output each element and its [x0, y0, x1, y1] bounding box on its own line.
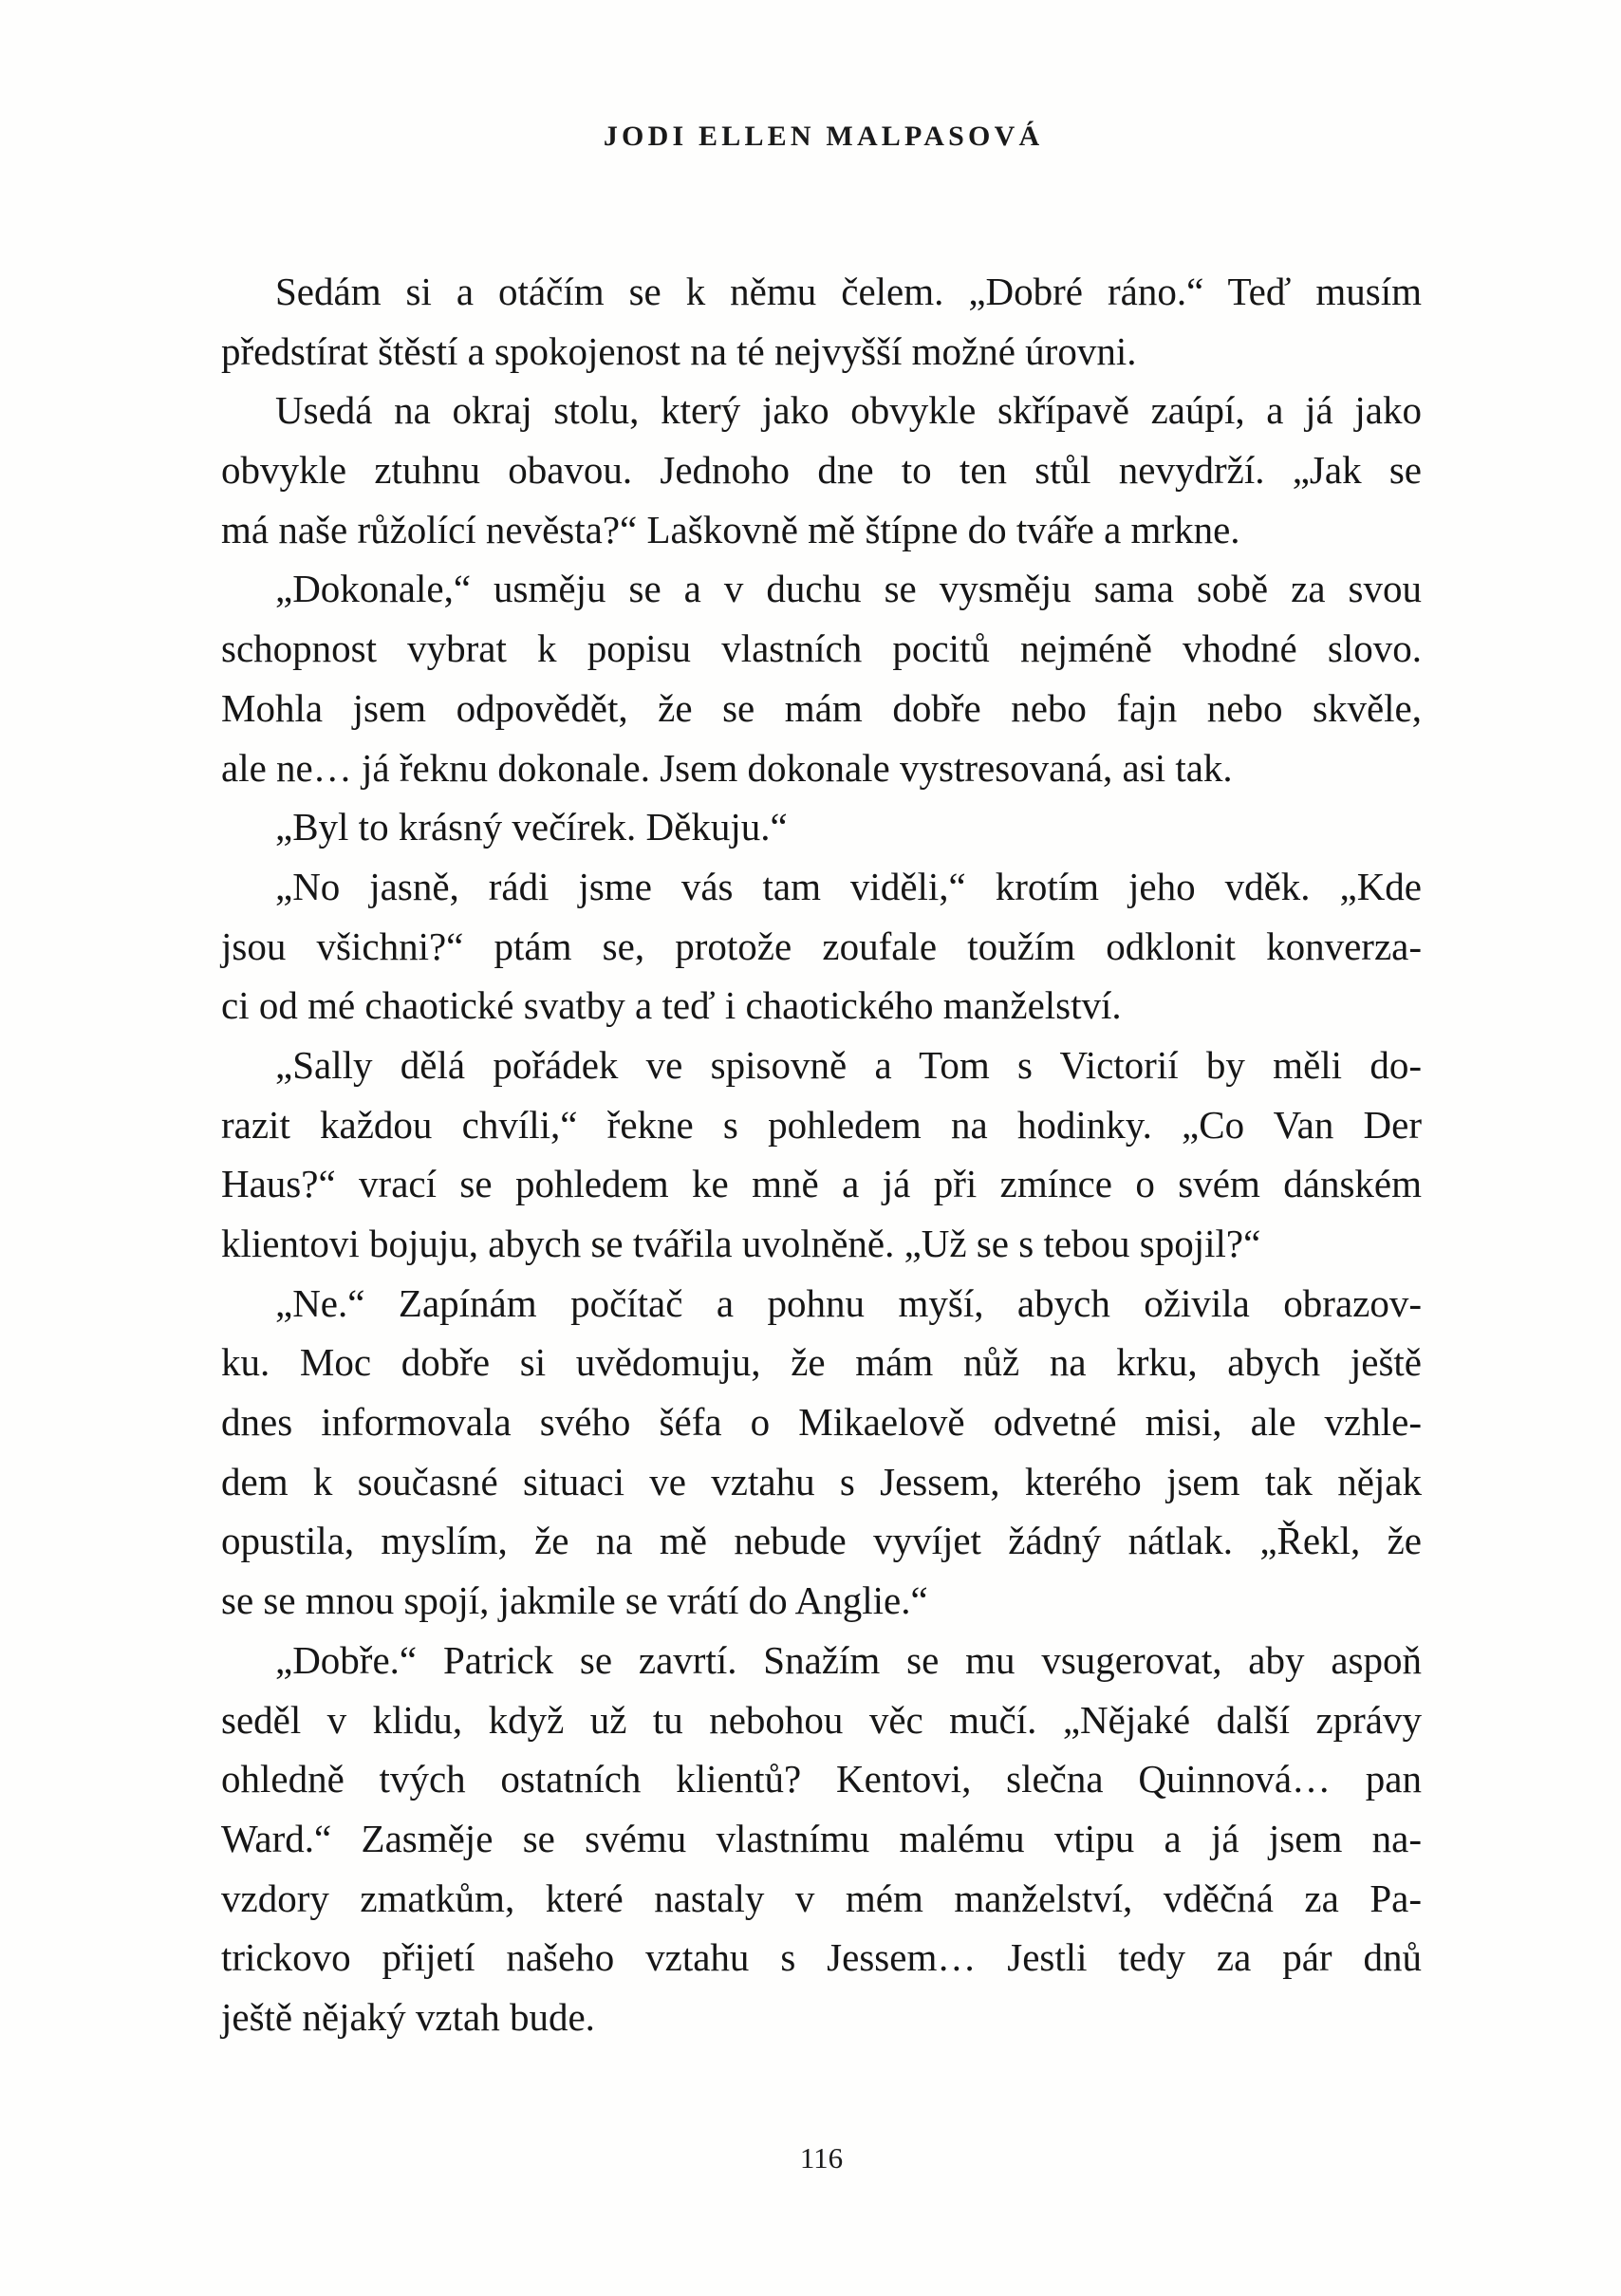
text-line: seděl v klidu, když už tu nebohou věc mučí. „Nějaké další zprávy — [221, 1697, 1422, 1742]
text-line: „No jasně, rádi jsme vás tam viděli,“ krotím jeho vděk. „Kde — [275, 864, 1422, 908]
text-line: opustila, myslím, že na mě nebude vyvíjet žádný nátlak. „Řekl, že — [221, 1519, 1422, 1563]
body-text — [221, 262, 1422, 2047]
text-line: klientovi bojuju, abych se tvářila uvolněně. „Už se s tebou spojil?“ — [221, 1222, 1261, 1265]
text-line: ohledně tvých ostatních klientů? Kentovi, slečna Quinnová… pan — [221, 1757, 1422, 1801]
text-line: „Ne.“ Zapínám počítač a pohnu myší, abych oživila obrazov- — [275, 1280, 1422, 1325]
text-line: „Dokonale,“ usměju se a v duchu se vysměju sama sobě za svou — [275, 567, 1422, 611]
text-line: Sedám si a otáčím se k němu čelem. „Dobré ráno.“ Teď musím — [275, 270, 1422, 313]
text-line: dnes informovala svého šéfa o Mikaelově odvetné misi, ale vzhle- — [221, 1400, 1422, 1445]
text-line: má naše růžolící nevěsta?“ Laškovně mě štípne do tváře a mrkne. — [221, 507, 1240, 551]
text-line: ale ne… já řeknu dokonale. Jsem dokonale vystresovaná, asi tak. — [221, 745, 1233, 790]
text-line: vzdory zmatkům, které nastaly v mém manželství, vděčná za Pa- — [221, 1876, 1422, 1920]
text-line: dem k současné situaci ve vztahu s Jessem, kterého jsem tak nějak — [221, 1459, 1422, 1503]
text-line: předstírat štěstí a spokojenost na té nejvyšší možné úrovni. — [221, 328, 1137, 373]
text-line: schopnost vybrat k popisu vlastních pocitů nejméně vhodné slovo. — [221, 626, 1422, 671]
text-line: jsou všichni?“ ptám se, protože zoufale toužím odklonit konverza- — [221, 924, 1422, 968]
text-line: „Sally dělá pořádek ve spisovně a Tom s Victorií by měli do- — [275, 1042, 1422, 1087]
text-line: „Byl to krásný večírek. Děkuju.“ — [275, 805, 788, 849]
text-line: ku. Moc dobře si uvědomuju, že mám nůž na krku, abych ještě — [221, 1340, 1422, 1385]
text-line: ještě nějaký vztah bude. — [221, 1994, 595, 2039]
text-line: ci od mé chaotické svatby a teď i chaotického manželství. — [221, 983, 1122, 1028]
text-line: razit každou chvíli,“ řekne s pohledem na hodinky. „Co Van Der — [221, 1102, 1422, 1147]
page-number: 116 — [799, 2141, 844, 2175]
text-line: trickovo přijetí našeho vztahu s Jessem… Jestli tedy za pár dnů — [221, 1935, 1422, 1980]
text-line: Mohla jsem odpovědět, že se mám dobře nebo fajn nebo skvěle, — [221, 685, 1422, 730]
text-line: Haus?“ vrací se pohledem ke mně a já při zmínce o svém dánském — [221, 1162, 1422, 1206]
running-header-author: JODI ELLEN MALPASOVÁ — [603, 121, 1044, 152]
text-line: Ward.“ Zasměje se svému vlastnímu malému vtipu a já jsem na- — [221, 1816, 1422, 1860]
text-line: obvykle ztuhnu obavou. Jednoho dne to ten stůl nevydrží. „Jak se — [221, 448, 1422, 493]
text-line: se se mnou spojí, jakmile se vrátí do Anglie.“ — [221, 1578, 928, 1623]
text-line: Usedá na okraj stolu, který jako obvykle skřípavě zaúpí, a já jako — [275, 388, 1422, 433]
text-line: „Dobře.“ Patrick se zavrtí. Snažím se mu vsugerovat, aby aspoň — [275, 1637, 1422, 1682]
